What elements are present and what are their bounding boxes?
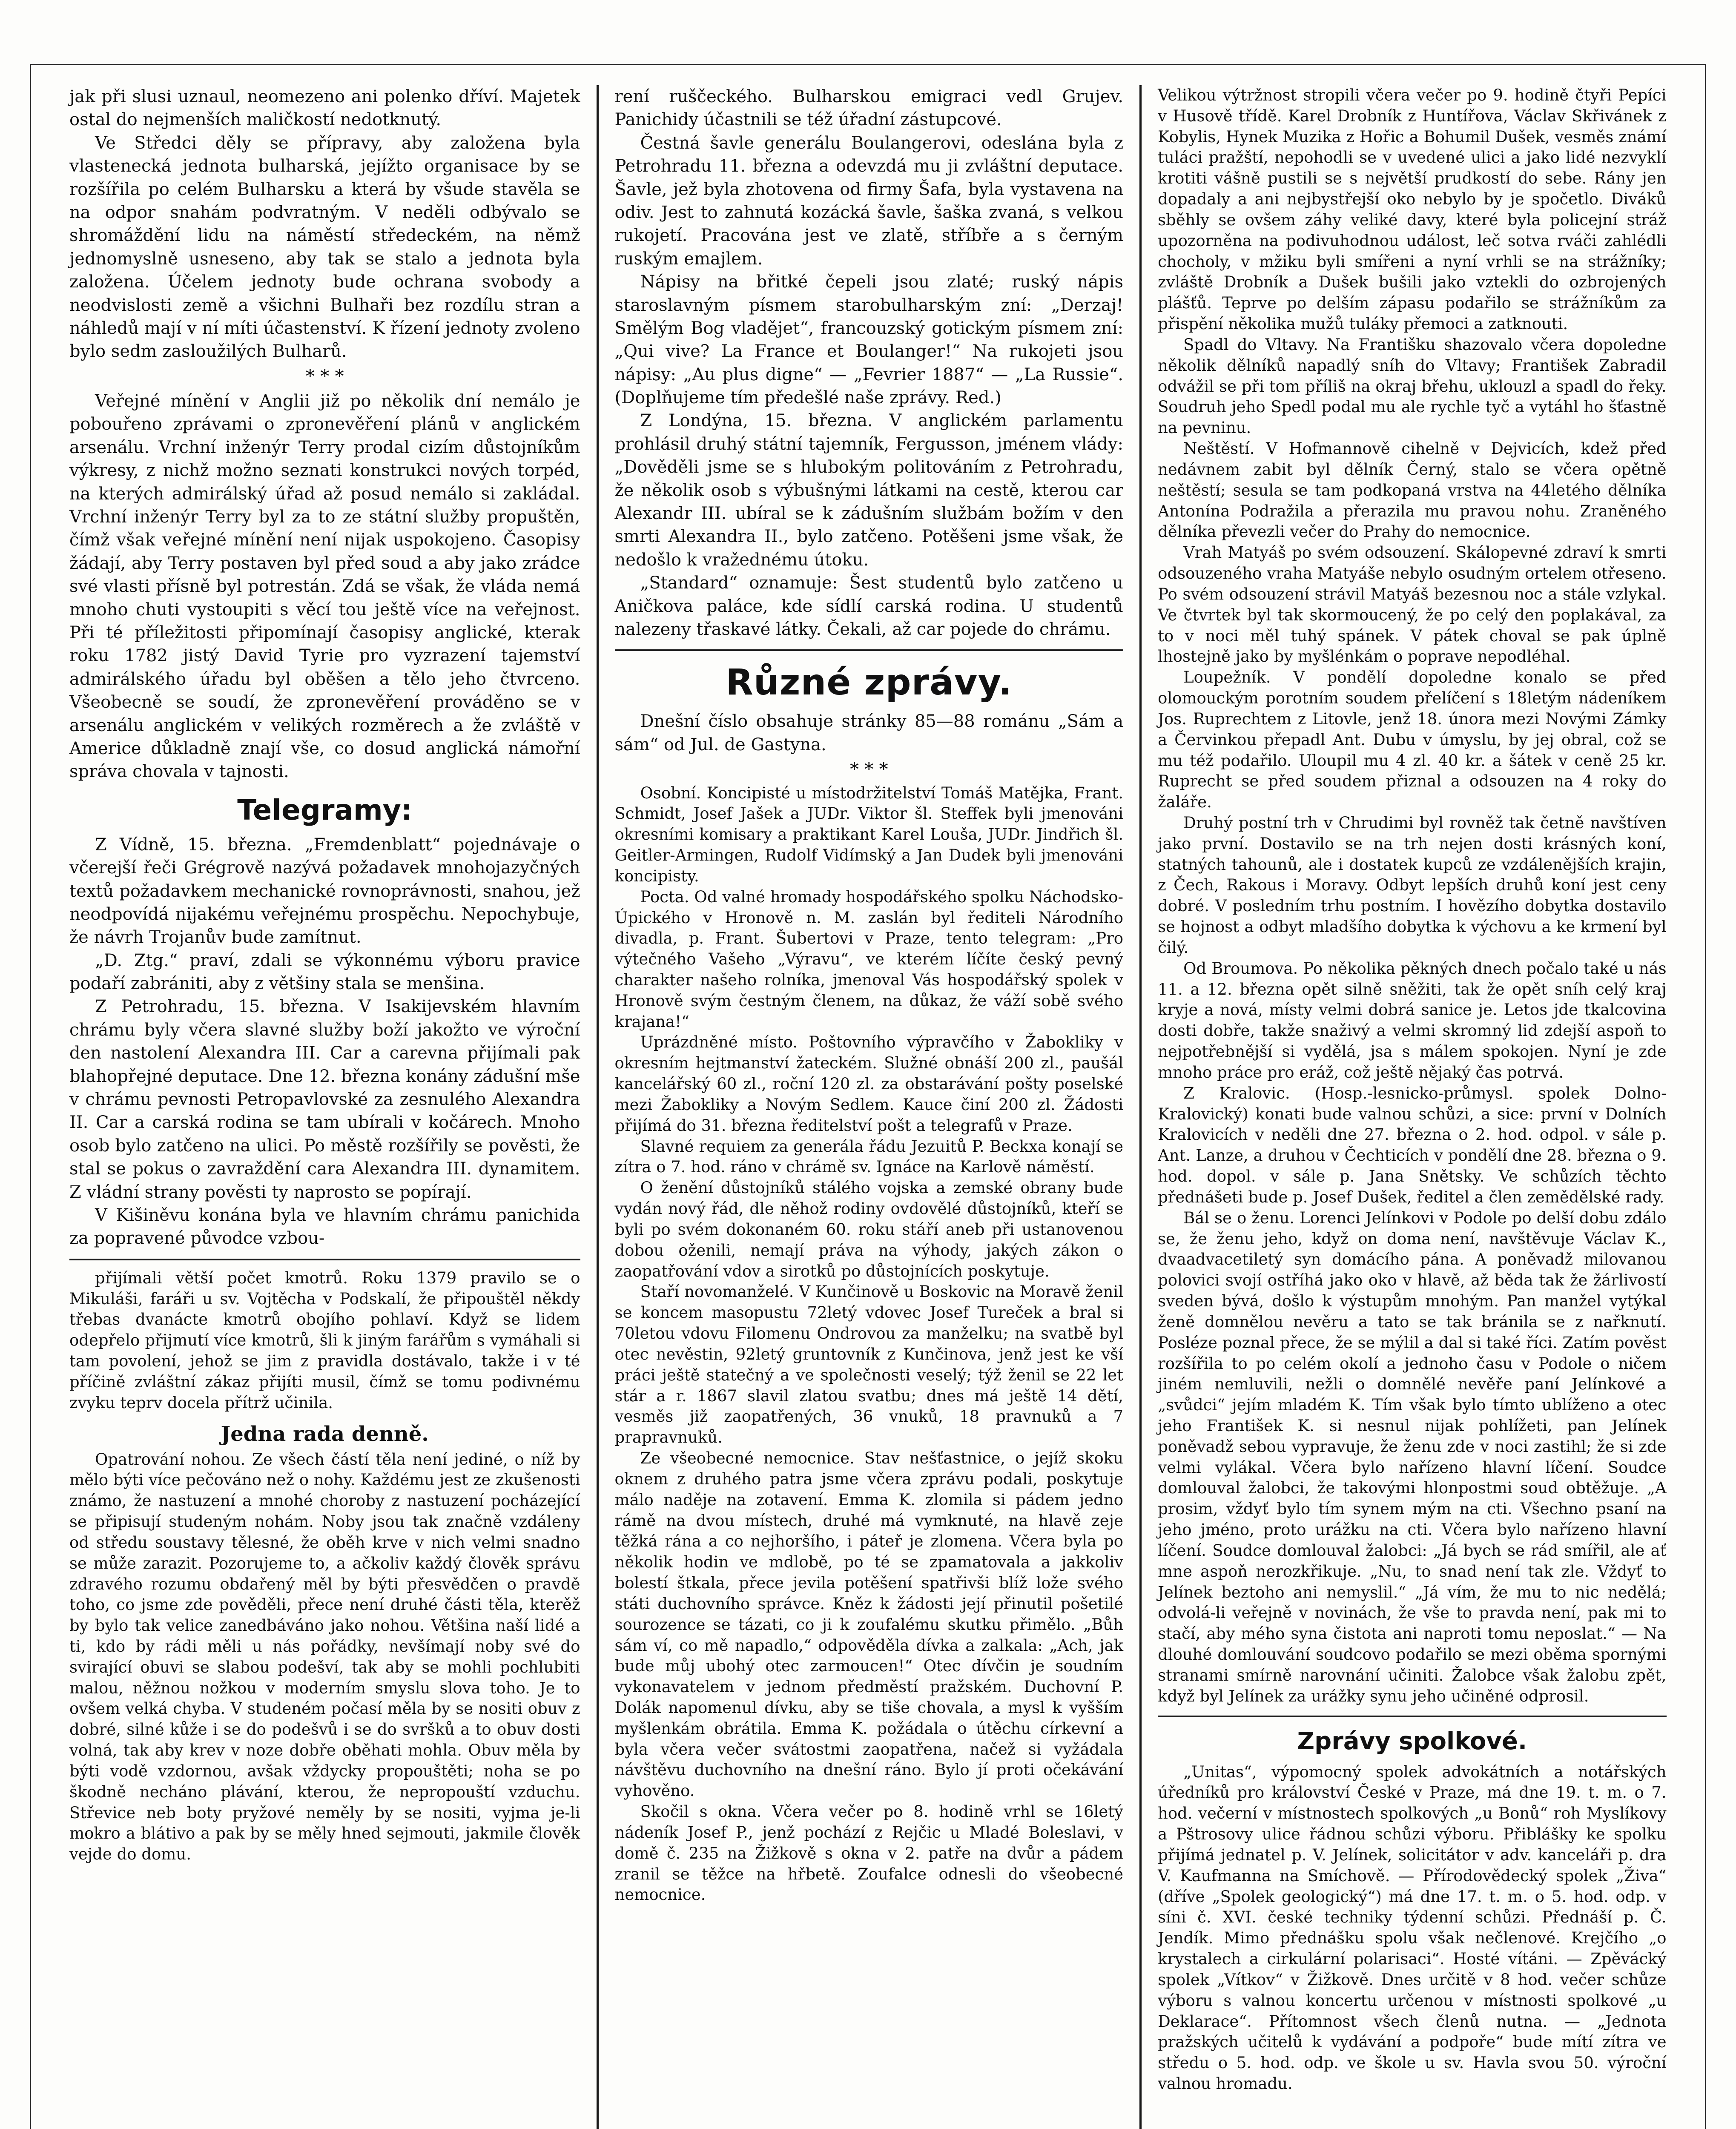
separator-stars: * * * <box>849 759 888 780</box>
news-hospital: Ze všeobecné nemocnice. Stav nešťastnice, o jejíž skoku oknem z druhého patra jsme včera zprávu podali, poskytuje málo naděje na zotavení. Emma K. zlomila si pádem jedno rámě na dvou místech, druhé má vymknuté, na hlavě zeje těžká rána a co nejhoršího, i páteř je zlomena. Včera byla po několik hodin ve mdlobě, po té se zpamatovala a jakkoliv bolestí štkala, přece jevila potěšení spatřivši blíž lože svého státi duchovního správce. Kněz k žádosti její přinutil pošetilé sourozence se tázati, co ji k zoufalému skutku přimělo. „Bůh sám ví, co mě napadlo,“ odpověděla dívka a zalkala: „Ach, jak bude můj ubohý otec zarmoucen!“ Otec dívčin je soudním vykonavatelem v jednom předměstí pražském. Duchovní P. Dolák napomenul dívku, aby se tiše chovala, a mysl k vyšším myšlenkám obrátila. Emma K. požádala o útěchu církevní a byla včera večer svátostmi zaopatřena, načež si vyžádala návštěvu duchovního na dnešní ráno. Bylo jí proti očekávání vyhověno. <box>614 1449 1124 1800</box>
news-old-newlyweds: Staří novomanželé. V Kunčinově u Boskovic na Moravě ženil se koncem masopustu 72letý vdovec Josef Tureček a bral si 70letou vdovu Filomenu Ondrovou za manželku; na svatbě byl otec nevěstin, 92letý gruntovník z Kunčinova, jenž jest ke vší práci ještě statečný a ve společnosti veselý; týž ženil se 22 let stár a r. 1867 slavil zlatou svatbu; dnes má ještě 14 dětí, vesměs již zaopatřených, 36 vnuků, 18 pravnuků a 7 prapravnuků. <box>614 1283 1124 1447</box>
news-clubs: „Unitas“, výpomocný spolek advokátních a notářských úředníků pro království České v Praze, má dne 19. t. m. o 7. hod. večerní v místnostech spolkových „u Bonů“ roh Myslíkovy a Pštrosovy ulice řádnou schůzi výboru. Přiblášky ke spolku přijímá jednatel p. V. Jelínek, solicitátor v adv. kanceláři p. dra V. Kaufmanna na Smíchově. — Přírodovědecký spolek „Živa“ (dříve „Spolek geologický“) má dne 17. t. m. o 5. hod. odp. v síni č. XVI. české techniky týdenní schůzi. Přednáší p. Č. Jendík. Mimo přednášku spolu však nečlenové. Krejčího „o krystalech a cirkulární polarisaci“. Hosté vítáni. — Zpěvácký spolek „Vítkov“ v Žižkově. Dnes určitě v 8 hod. večer schůze výboru s valnou koncertu určenou v místnosti spolkové „u Deklarace“. Přítomnost všech členů nutna. — „Jednota pražských učitelů k vydávání a podpoře“ bude mítí zítra ve středu o 5. hod. odp. ve škole u sv. Havla svou 50. výroční valnou hromadu. <box>1158 1762 1667 2093</box>
section-heading-advice: Jedna rada denně. <box>221 1422 429 1446</box>
section-heading-various-news: Různé zprávy. <box>726 661 1013 703</box>
section-heading-club-news: Zprávy spolkové. <box>1297 1727 1527 1755</box>
section-heading-telegrams: Telegramy: <box>237 793 413 826</box>
column-3 <box>1139 85 1683 2129</box>
news-murderer: Vrah Matyáš po svém odsouzení. Skálopevné zdraví k smrti odsouzeného vraha Matyáše nebylo osudným ortelem otřeseno. Po svém odsouzení strávil Matyáš bezesnou noc a stále vzlykal. Ve čtvrtek byl tak skormoucený, že po celý den poplakával, za to v noci měl tuhý spánek. V pátek choval se pak úplně lhostejně jako by myšlénkám o poprave nepodléhal. <box>1158 543 1667 666</box>
telegram-vienna: Z Vídně, 15. března. „Fremdenblatt“ pojednávaje o včerejší řeči Grégrově nazývá požadavek mnohojazyčných textů požadavkem mechanické rovnoprávnosti, snahou, jež neodpovídá nijakému veřejnému prospěchu. Nepochybuje, že návrh Trojanův bude zamítnut. <box>69 835 580 947</box>
article-text: rení ruščeckého. Bulharskou emigraci vedl Grujev. Panichidy účastnili se též úřadní zástupcové. <box>614 87 1124 130</box>
news-chrudim-market: Druhý postní trh v Chrudimi byl rovněž tak četně navštíven jako první. Dostavilo se na trh nejen dosti krásných koní, statných tahounů, ale i dostatek kupců ze vzdálenějších krajin, z Čech, Rakous i Moravy. Odbyt lepších druhů koní jest ceny dobré. V posledním trhu postním. I hovězího dobytka dostavilo se hojnost a odbyt mladšího dobytka k výchovu a ke krmení byl čilý. <box>1158 813 1667 957</box>
news-requiem: Slavné requiem za generála řádu Jezuitů P. Beckxa konají se zítra o 7. hod. ráno v chrámě sv. Ignáce na Karlově náměstí. <box>614 1137 1124 1176</box>
article-saber-inscriptions: Nápisy na břitké čepeli jsou zlaté; ruský nápis staroslavným písmem starobulharským zní: „Derzaj! Smělým Bog vladějet“, francouzský gotickým písmem zní: „Qui vive? La France et Boulanger!“ Na rukojeti jsou nápisy: „Au plus digne“ — „Fevrier 1887“ — „La Russie“. (Doplňujeme tím předešlé naše zprávy. Red.) <box>614 272 1124 408</box>
column-2 <box>597 85 1140 2129</box>
article-england-arsenal: Veřejné mínění v Anglii již po několik dní nemálo je pobouřeno zprávami o zpronevěření plánů v anglickém arsenálu. Vrchní inženýr Terry prodal cizím důstojníkům výkresy, z nichž možno seznati konstrukci nových torpéd, na kterých admirálský úřad až posud nemálo si zakládal. Vrchní inženýr Terry byl za to ze státní služby propuštěn, čímž však veřejné mínění není nijak uspokojeno. Časopisy žádají, aby Terry postaven byl před soud a aby jako zrádce své vlasti přísně byl potrestán. Zdá se však, že vláda nemá mnoho chuti vystoupiti s věcí tou ještě více na veřejnost. Při té příležitosti připomínají časopisy anglické, kterak roku 1782 jistý David Tyrie pro vyzrazení tajemství admirálského úřadu byl oběšen a tělo jeho čtvrceno. Všeobecně se soudí, že zpronevěření prováděno se v arsenálu anglickém v velikých rozměrech a že zvláště v Americe důkladně znají vše, co dosud anglická námořní správa chovala v tajnosti. <box>69 391 580 782</box>
news-robber: Loupežník. V pondělí dopoledne konalo se před olomouckým porotním soudem přelíčení s 18letým nádeníkem Jos. Ruprechtem z Litovle, jenž 18. února mezi Novými Zámky a Červinkou přepadl Ant. Dubu v úmyslu, by jej obral, což se mu též podařilo. Uloupil mu 4 zl. 40 kr. a šátek v ceně 25 kr. Ruprecht se před soudem přiznal a odsouzen na 4 roky do žaláře. <box>1158 668 1667 812</box>
telegram-petrograd: Z Petrohradu, 15. března. V Isakijevském hlavním chrámu byly včera slavné služby boží jakožto ve výroční den nastolení Alexandra III. Car a carevna přijímali pak blahopřejné deputace. Dne 12. března konány zádušní mše v chrámu pevnosti Petropavlovské za zesnulého Alexandra II. Car a carská rodina se tam ubírali v kočárech. Mnoho osob bylo zatčeno na ulici. Po městě rozšířily se pověsti, že stal se pokus o zavraždění cara Alexandra III. dynamitem. Z vládní strany pověsti ty naprosto se popírají. <box>69 997 580 1202</box>
column-1 <box>53 85 597 2129</box>
news-vacancy: Uprázdněné místo. Poštovního výpravčího v Žabokliky v okresním hejtmanství žateckém. Služné obnáší 200 zl., paušál kancelářský 60 zl., roční 120 zl. za obstarávání pošty poselské mezi Žabokliky a Novým Sedlem. Kauce činí 200 zl. Žádosti přijímá do 31. března ředitelství pošt a telegrafů v Praze. <box>614 1033 1124 1135</box>
news-accident: Neštěstí. V Hofmannově cihelně v Dejvicích, kdež před nedávnem zabit byl dělník Černý, stalo se včera opětně neštěstí; sesula se tam podkopaná vrstva na 44letého dělníka Antonína Podražila a přerazila mu pravou nohu. Zraněného dělníka převezli večer do Prahy do nemocnice. <box>1158 439 1667 541</box>
news-window-jump: Skočil s okna. Včera večer po 8. hodině vrhl se 16letý nádeník Josef P., jenž pochází z Rejčic u Mladé Boleslavi, v domě č. 235 na Žižkově s okna v 2. patře na dvůr a pádem zranil se těžce na hřbetě. Zoufalce odnesli do všeobecné nemocnice. <box>614 1802 1124 1904</box>
news-fell-vltava: Spadl do Vltavy. Na Františku shazovalo včera dopoledne několik dělníků napadlý sníh do Vltavy; František Zabradil odvážil se při tom příliš na okraj břehu, uklouzl a spadl do řeky. Soudruh jeho Spedl podal mu ale rychle tyč a vytáhl ho šťastně na pevninu. <box>1158 335 1667 437</box>
horizontal-rule <box>615 649 1124 651</box>
news-kralovice: Z Kralovic. (Hosp.-lesnicko-průmysl. spolek Dolno-Kralovický) konati bude valnou schůzi, a sice: první v Dolních Kralovicích v neděli dne 27. března o 2. hod. odpol. v sále p. Ant. Lanze, a druhou v Čechticích v pondělí dne 28. března o 9. hod. dopol. v sále p. Jana Snětsky. Ve schůzích těchto přednášeti bude p. Josef Dušek, ředitel a člen zemědělské rady. <box>1158 1084 1667 1206</box>
news-honor: Pocta. Od valné hromady hospodářského spolku Náchodsko-Úpického v Hronově n. M. zaslán byl řediteli Národního divadla, p. Frant. Šubertovi v Praze, tento telegram: „Pro výtečného Vašeho „Výravu“, ve kterém líčíte český pevný charakter našeho rolníka, jmenoval Vás hospodářský spolek v Hronově svým čestným členem, na důkaz, že váží sobě svého krajana!“ <box>614 887 1124 1031</box>
article-bulgarian-union: Ve Středci děly se přípravy, aby založena byla vlastenecká jednota bulharská, jejížto organisace by se rozšířila po celém Bulharsku a která by všude stavěla se na odpor snahám podvratným. V neděli odbývalo se shromáždění lidu na náměstí středeckém, na němž jednomyslně usneseno, aby tak se stalo a jednota byla založena. Účelem jednoty bude ochrana svobody a neodvislosti země a všichni Bulhaři bez rozdílu stran a náhledů mají v ní míti účastenství. K řízení jednoty zvoleno bylo sedm zasloužilých Bulharů. <box>69 133 580 362</box>
telegram-kishinev: V Kišiněvu konána byla ve hlavním chrámu panichida za popravené původce vzbou- <box>69 1205 580 1248</box>
article-standard-students: „Standard“ oznamuje: Šest studentů bylo zatčeno u Aničkova paláce, kde sídlí carská rodina. U studentů nalezeny třaskavé látky. Čekali, až car pojede do chrámu. <box>614 573 1124 639</box>
telegram-london: Z Londýna, 15. března. V anglickém parlamentu prohlásil druhý státní tajemník, Fergusson, jménem vlády: „Dověděli jsme se s hlubokým politováním z Petrohradu, že několik osob s výbušnými látkami na cestě, kterou car Alexandr III. ubíral se k zádušním službám božím v den smrti Alexandra II., bylo zatčeno. Potěšeni jsme však, že nedošlo k vražednému útoku. <box>614 411 1124 570</box>
telegram-dztg: „D. Ztg.“ praví, zdali se výkonnému výboru pravice podaří zabrániti, aby z většiny stala se menšina. <box>69 950 580 994</box>
article-foot-care: Opatrování nohou. Ze všech částí těla není jediné, o níž by mělo býti více pečováno než o nohy. Každému jest ze zkušenosti známo, že nastuzení a mnohé choroby z nastuzení pocházející se připisují studeným nohám. Noby jsou tak značně vzdáleny od středu soustavy tělesné, že oběh krve v nich velmi snadno se může zarazit. Pozorujeme to, a ačkoliv každý člověk správu zdravého rozumu obdařený měl by býti přesvědčen o pravdě toho, co jsme zde pověděli, přece není druhé části těla, kterěž by bylo tak velice zanedbáváno jako nohou. Většina naší lidé a ti, kdo by rádi měli u nás pořádky, nevšímají noby své do svirající obuvi se slabou podešví, tak aby se mohli pochlubiti malou, něžnou nožkou v moderním smyslu slova toho. Je to ovšem velká chyba. V studeném počasí měla by se nositi obuv z dobré, silné kůže i se do podešvů i se do svršků a to obuv dosti volná, tak aby krev v noze dobře oběhati mohla. Obuv měla by býti vodě vzdornou, avšak vždycky propouštěti; noha se po škodně necháno plávání, kterou, že nepropouští vzduchu. Střevice neb boty pryžové neměly by se nositi, vyjma je-li mokro a blátivo a pak by se měly hned sejmouti, jakmile člověk vejde do domu. <box>69 1450 580 1864</box>
notice-novel-pages: Dnešní číslo obsahuje stránky 85—88 románu „Sám a sám“ od Jul. de Gastyna. <box>614 712 1124 755</box>
news-riot: Velikou výtržnost stropili včera večer po 9. hodině čtyři Pepíci v Husově třídě. Karel Drobník z Huntířova, Václav Skřivánek z Kobylis, Hynek Muzika z Hořic a Bohumil Dušek, vesměs známí tuláci pražští, nepohodli se v uvedené ulici a jako lidé nezvyklí krotiti vášně pustili se s největší prudkostí do sebe. Rány jen dopadaly a ani nejbystřejší oko nebylo by je spočetlo. Diváků sběhly se ovšem záhy veliké davy, které byla policejní stráž upozorněna na podivuhodnou událost, leč sotva rváči zahlédli chocholy, v mžiku byli smířeni a nyní vrhli se na strážníky; zvláště Drobník a Dušek bušili jako vztekli do ozbrojených plášťů. Teprve po delším zápasu podařilo se strážníkům za přispění několika mužů tuláky přemoci a zatknouti. <box>1158 86 1667 333</box>
article-boulanger-saber: Čestná šavle generálu Boulangerovi, odeslána byla z Petrohradu 11. března a odevzdá mu ji zvláštní deputace. Šavle, jež byla zhotovena od firmy Šafa, byla vystavena na odiv. Jest to zahnutá kozácká šavle, šaška zvaná, s velkou rukojetí. Pracována jest ve zlatě, stříbře a s černým ruským emajlem. <box>614 133 1124 269</box>
horizontal-rule <box>69 1259 580 1260</box>
columns <box>53 85 1683 2129</box>
news-jealous-husband: Bál se o ženu. Lorenci Jelínkovi v Podole po delší dobu zdálo se, že ženu jeho, když on doma není, navštěvuje Václav K., dvaadvacetiletý syn domácího pána. A poněvadž milovanou polovici svojí ostříhá jako oko v hlavě, až běda tak že žárlivostí sveden bývá, došlo k výstupům mnohým. Pan manžel vytýkal ženě domnělou nevěru a tato se tak bránila se z nařknutí. Posléze poznal přece, že se mýlil a dal si také říci. Zatím pověst rozšířila to po celém okolí a jednoho času v Podole o ničem jiném nemluvili, nežli o domnělé nevěře paní Jelínkové a „svůdci“ jejím mladém K. Tím však bylo tímto ublíženo a otec jeho František K. si nesnul nijak pohlížeti, pan Jelínek poněvadž sebou vypravuje, že ženu zde v noci zastihl; že si zde velmi vylákal. Včera bylo nařízeno hlavní líčení. Soudce domlouval žalobci, že takovými hlonpostmi soud obtěžuje. „A prosim, vždyť bylo tím synem mým na cti. Všechno psaní na jeho jméno, proto urážku na cti. Včera bylo nařízeno hlavní líčení. Soudce domlouval žalobci: „Já bych se rád smířil, ale ať mne aspoň nerozkřikuje. „Nu, to snad není tak zle. Vždyť to Jelínek beztoho ani nemyslil.“ „Já vím, že mu to nic nedělá; odvolá-li veřejně v novinách, že vše to pravda není, pak mi to stačí, aby mého syna čistota ani naproti tomu neposlat.“ — Na dlouhé domlouvání soudcovo podařilo se mezi oběma spornými stranami smírně narovnání učiniti. Žalobce však žalobu zpět, když byl Jelínek za urážky synu jeho učiněné odprosil. <box>1158 1208 1667 1705</box>
article-godparents: přijímali větší počet kmotrů. Roku 1379 pravilo se o Mikuláši, faráři u sv. Vojtěcha v Podskalí, že připouštěl někdy třebas dvanácte kmotrů obojího pohlaví. Když se lidem odepřelo přijmutí více kmotrů, šli k jiným farářům s vymáhali si tam povolení, jehož se jim z pravidla dostávalo, takže i v té příčině zvláštní zákaz přijíti musil, čímž se tomu podivnému zvyku teprv docela přítrž učinila. <box>69 1268 580 1412</box>
news-broumov: Od Broumova. Po několika pěkných dnech počalo také u nás 11. a 12. března opět silně sněžiti, tak že opět sníh celý kraj kryje a nová, místy velmi dobrá sanice je. Letos jde tkalcovina dosti dobře, takže snaživý a velmi skromný lid zdejší aspoň to nejpotřebnější si vydělá, jsa s málem spokojen. Nyní je zde mnoho práce pro eráž, což ještě nějaký čas potrvá. <box>1158 959 1667 1082</box>
news-items <box>615 783 1124 1906</box>
article-text: jak při slusi uznaul, neomezeno ani polenko dříví. Majetek ostal do nejmenších maličkostí nedotknutý. <box>69 87 580 130</box>
separator-stars: * * * <box>305 365 344 387</box>
news-officer-marriage: O ženění důstojníků stálého vojska a zemské obrany bude vydán nový řád, dle něhož rodiny ovdovělé důstojníků, kteří se byli po svém dokonaném 60. roku stáří aneb při ustanovenou dobou oženili, nemají práva na výhody, jakých zákon o zaopatřování vdov a sirotků po důstojnících poskytuje. <box>614 1179 1124 1280</box>
feuilleton-block <box>69 1268 580 1865</box>
news-personal: Osobní. Koncipisté u místodržitelství Tomáš Matějka, Frant. Schmidt, Josef Jašek a JUDr. Viktor šl. Steffek byli jmenováni okresními komisary a praktikant Karel Louša, JUDr. Jindřich šl. Geitler-Armingen, Rudolf Vidímský a Jan Dudek byli jmenováni koncipisty. <box>614 783 1124 885</box>
horizontal-rule <box>1158 1716 1667 1717</box>
